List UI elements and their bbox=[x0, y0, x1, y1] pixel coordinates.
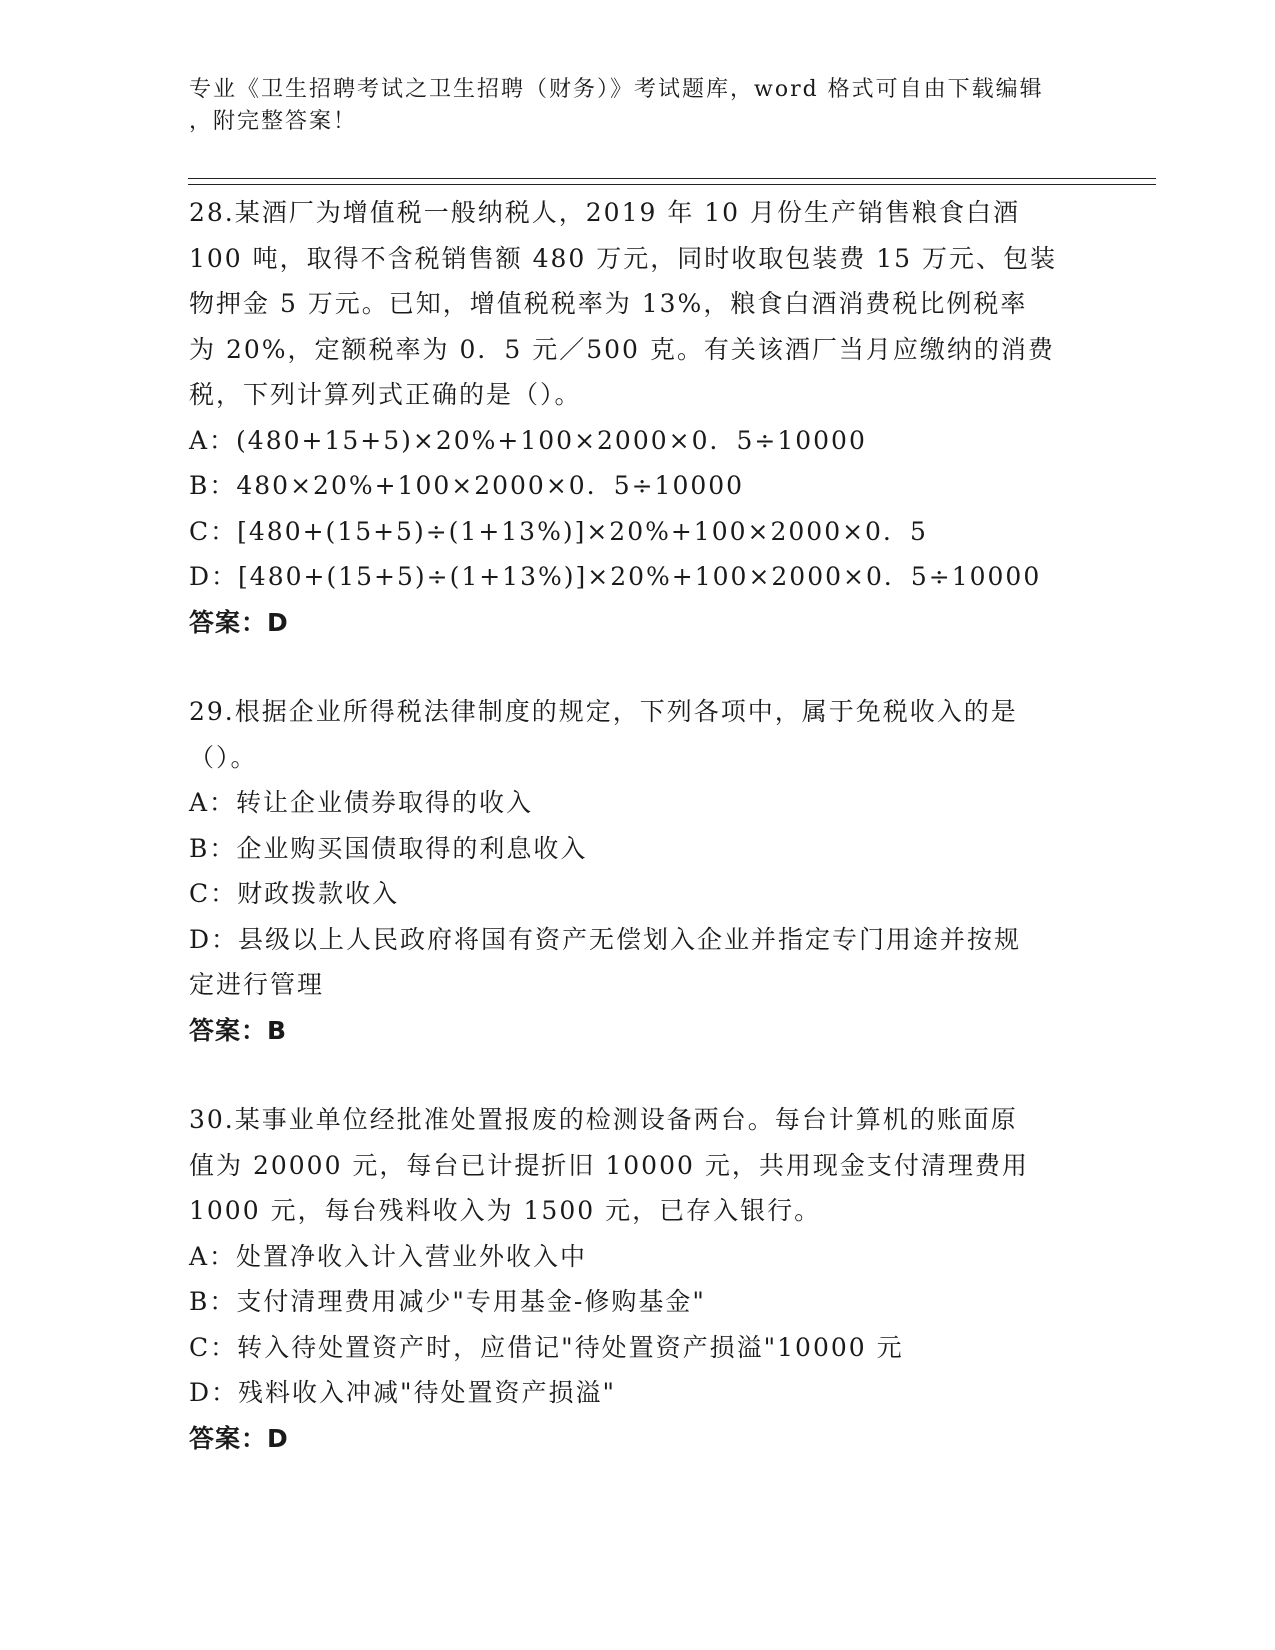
question-stem: 28.某酒厂为增值税一般纳税人，2019 年 10 月份生产销售粮食白酒 bbox=[189, 198, 1021, 227]
option-a: A：转让企业债券取得的收入 bbox=[189, 788, 534, 817]
option-a: A：(480+15+5)×20%+100×2000×0．5÷10000 bbox=[189, 425, 867, 455]
answer: 答案：D bbox=[189, 607, 289, 637]
question-29 bbox=[189, 689, 1089, 1053]
question-stem: 税，下列计算列式正确的是（）。 bbox=[189, 380, 582, 409]
option-c: C：财政拨款收入 bbox=[189, 879, 400, 908]
question-stem: 1000 元，每台残料收入为 1500 元，已存入银行。 bbox=[189, 1196, 822, 1225]
option-d: D：残料收入冲减"待处置资产损溢" bbox=[189, 1378, 617, 1407]
answer: 答案：B bbox=[189, 1015, 288, 1045]
option-d: D：县级以上人民政府将国有资产无偿划入企业并指定专门用途并按规 bbox=[189, 924, 1022, 954]
question-stem: 值为 20000 元，每台已计提折旧 10000 元，共用现金支付清理费用 bbox=[189, 1150, 1029, 1180]
option-b: B：480×20%+100×2000×0．5÷10000 bbox=[189, 471, 745, 500]
option-d-continued: 定进行管理 bbox=[189, 970, 325, 999]
option-b: B：企业购买国债取得的利息收入 bbox=[189, 833, 588, 863]
option-b: B：支付清理费用减少"专用基金-修购基金" bbox=[189, 1287, 706, 1316]
question-28 bbox=[189, 190, 1089, 645]
header-line: ，附完整答案！ bbox=[189, 109, 358, 134]
header-line: 专业《卫生招聘考试之卫生招聘（财务）》考试题库，word 格式可自由下载编辑 bbox=[189, 77, 1044, 102]
question-stem: 物押金 5 万元。已知，增值税税率为 13%，粮食白酒消费税比例税率 bbox=[189, 289, 1028, 318]
question-stem: （）。 bbox=[189, 742, 258, 772]
option-d: D：[480+(15+5)÷(1+13%)]×20%+100×2000×0．5÷10000 bbox=[189, 562, 1042, 591]
option-c: C：[480+(15+5)÷(1+13%)]×20%+100×2000×0．5 bbox=[189, 516, 928, 546]
question-stem: 为 20%，定额税率为 0．5 元／500 克。有关该酒厂当月应缴纳的消费 bbox=[189, 334, 1055, 364]
question-stem: 100 吨，取得不含税销售额 480 万元，同时收取包装费 15 万元、包装 bbox=[189, 243, 1057, 273]
question-30 bbox=[189, 1097, 1089, 1461]
option-c: C：转入待处置资产时，应借记"待处置资产损溢"10000 元 bbox=[189, 1332, 904, 1362]
document-header bbox=[189, 74, 1069, 138]
header-divider bbox=[188, 184, 1156, 185]
question-stem: 30.某事业单位经批准处置报废的检测设备两台。每台计算机的账面原 bbox=[189, 1105, 1018, 1134]
question-list bbox=[189, 190, 1089, 1461]
answer: 答案：D bbox=[189, 1423, 289, 1453]
option-a: A：处置净收入计入营业外收入中 bbox=[189, 1241, 588, 1271]
question-stem: 29.根据企业所得税法律制度的规定，下列各项中，属于免税收入的是 bbox=[189, 697, 1018, 726]
header-divider bbox=[188, 178, 1156, 179]
